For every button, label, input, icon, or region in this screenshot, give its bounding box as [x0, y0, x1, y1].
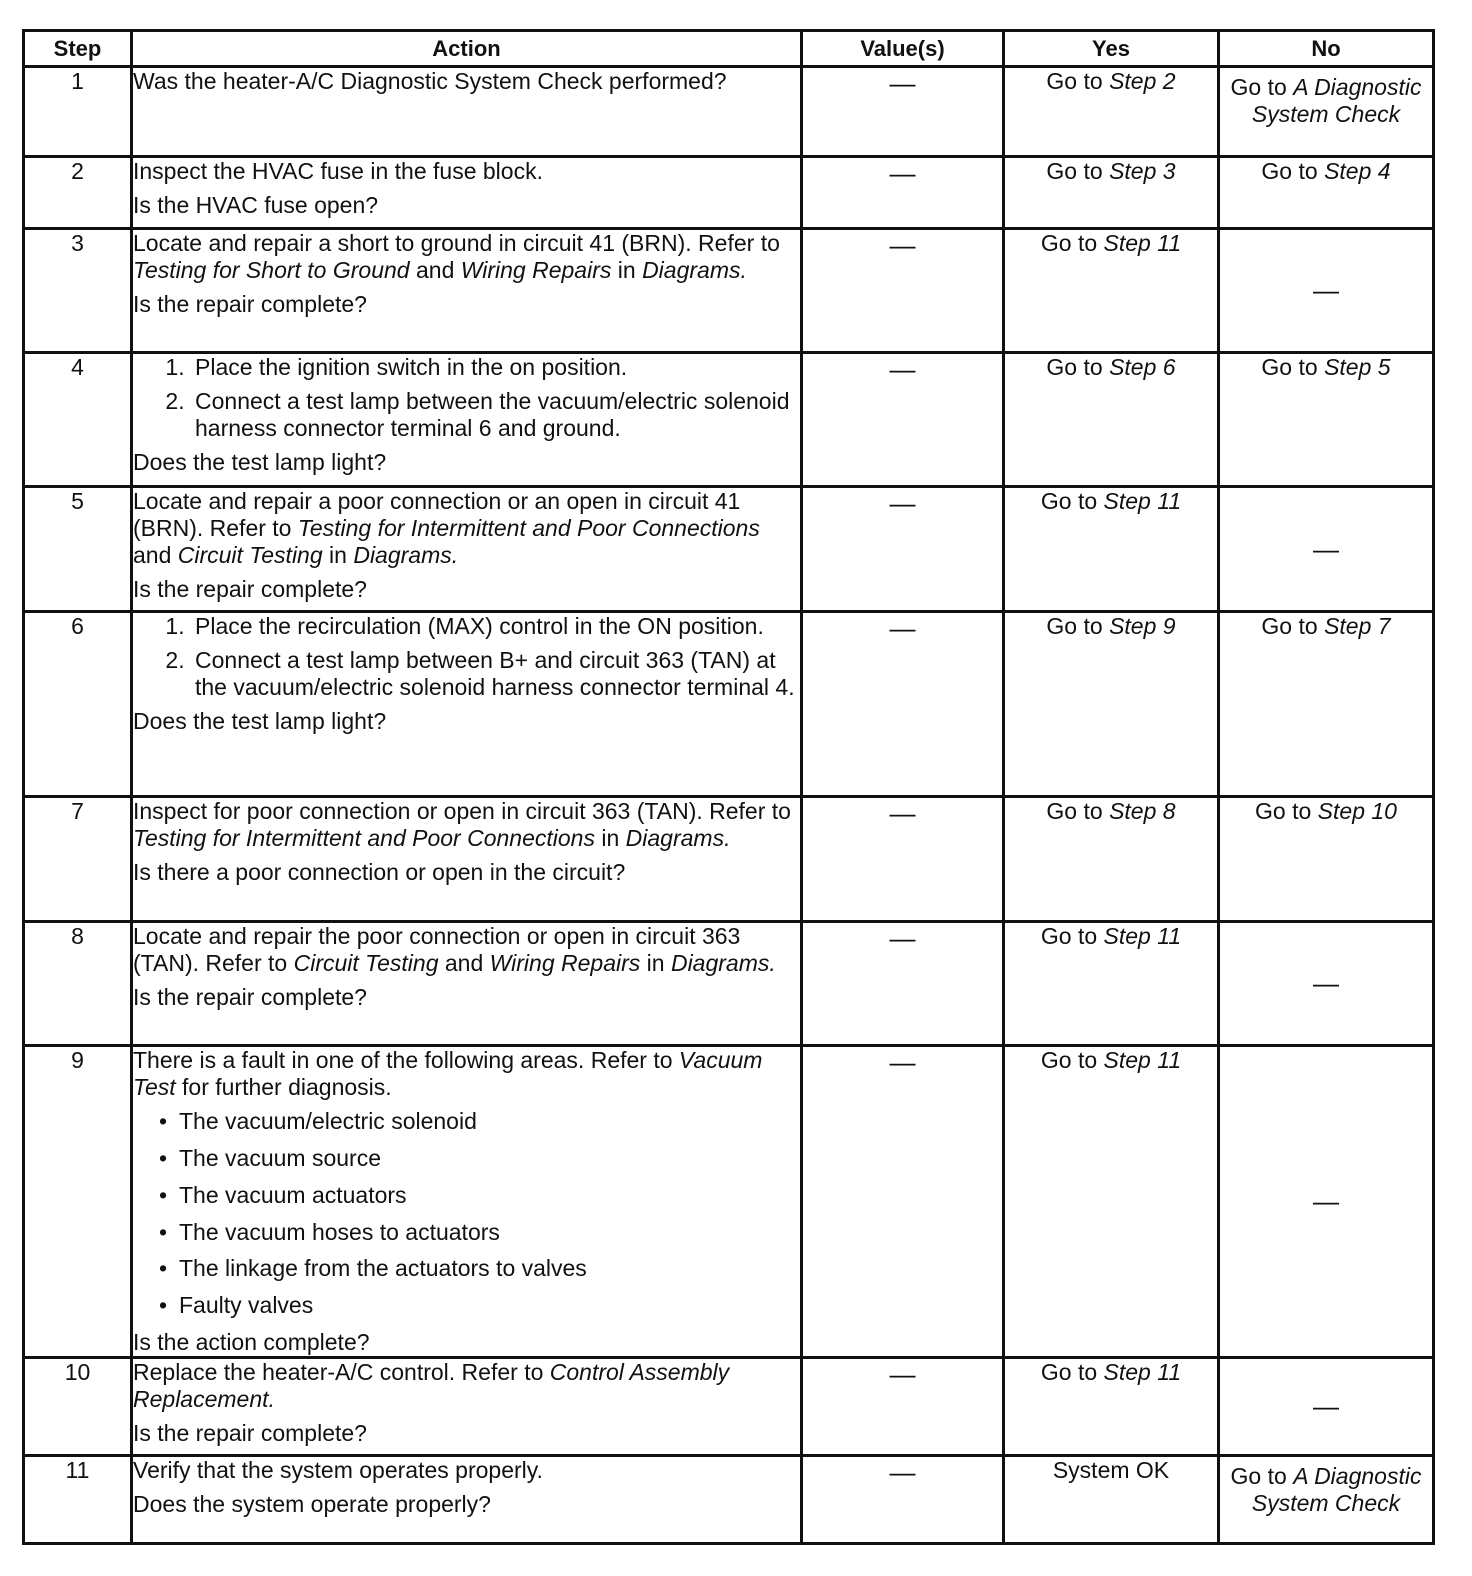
yes-step-link[interactable]: Step 3 — [1109, 158, 1176, 184]
reference-link[interactable]: Diagrams. — [670, 949, 776, 976]
step-number: 7 — [24, 797, 132, 922]
no-prefix: Go to — [1261, 158, 1318, 184]
list-item: • The vacuum/electric solenoid — [179, 1108, 800, 1135]
list-item: 1. Place the ignition switch in the on position. — [191, 354, 800, 381]
no-cell — [1219, 353, 1434, 487]
action-question: Does the test lamp light? — [133, 448, 387, 475]
no-cell — [1219, 157, 1434, 229]
action-question: Is the repair complete? — [133, 575, 367, 602]
action-question: Does the test lamp light? — [133, 707, 387, 734]
reference-link[interactable]: Diagrams. — [353, 541, 459, 568]
yes-step-link[interactable]: Step 6 — [1109, 354, 1176, 380]
numbered-list — [133, 613, 800, 701]
no-cell — [1219, 612, 1434, 797]
action-text: Inspect the HVAC fuse in the fuse block. — [133, 158, 543, 184]
action-question: Is the repair complete? — [133, 983, 367, 1010]
value-cell: — — [802, 797, 1004, 922]
action-question: Is the HVAC fuse open? — [133, 191, 379, 218]
action-text-part: There is a fault in one of the following areas. Refer to — [133, 1047, 673, 1073]
action-text-part: and — [444, 949, 484, 976]
no-cell: — — [1219, 922, 1434, 1046]
action-text-part: in — [601, 824, 620, 851]
reference-link[interactable]: Vacuum Test — [133, 1047, 763, 1100]
yes-step-link[interactable]: Step 11 — [1103, 230, 1182, 256]
list-item: • The vacuum actuators — [179, 1182, 800, 1209]
action-cell — [132, 353, 802, 487]
action-text — [133, 488, 800, 569]
no-step-link[interactable]: A Diagnostic System Check — [1251, 1463, 1422, 1517]
table-row — [24, 1046, 1434, 1358]
yes-prefix: Go to — [1040, 230, 1098, 256]
header-yes: Yes — [1004, 31, 1219, 67]
action-text — [133, 1047, 800, 1101]
list-item: • The vacuum source — [179, 1145, 800, 1172]
action-text-part: for further diagnosis. — [182, 1073, 392, 1100]
list-item: 1. Place the recirculation (MAX) control in the ON position. — [191, 613, 800, 640]
yes-prefix: Go to — [1046, 613, 1103, 639]
value-cell: — — [802, 1358, 1004, 1456]
action-text — [133, 798, 800, 852]
no-prefix: Go to — [1261, 613, 1318, 639]
action-cell — [132, 67, 802, 157]
step-number: 10 — [24, 1358, 132, 1456]
table-row — [24, 797, 1434, 922]
no-cell: — — [1219, 1046, 1434, 1358]
yes-prefix: Go to — [1046, 354, 1103, 380]
reference-link[interactable]: Testing for Intermittent and Poor Connections — [133, 824, 595, 851]
value-cell: — — [802, 1456, 1004, 1544]
action-text: Was the heater-A/C Diagnostic System Check performed? — [133, 68, 727, 94]
yes-cell — [1004, 922, 1219, 1046]
value-cell: — — [802, 922, 1004, 1046]
action-text — [133, 230, 800, 284]
no-step-link[interactable]: Step 4 — [1324, 158, 1391, 184]
action-cell — [132, 612, 802, 797]
step-number: 1 — [24, 67, 132, 157]
action-cell — [132, 487, 802, 612]
no-prefix: Go to — [1230, 1463, 1287, 1490]
reference-link[interactable]: Wiring Repairs — [489, 949, 641, 976]
step-number: 5 — [24, 487, 132, 612]
bullet-list — [133, 1108, 800, 1319]
reference-link[interactable]: Diagrams. — [625, 824, 731, 851]
value-cell: — — [802, 229, 1004, 353]
action-text-part: and — [133, 541, 172, 568]
action-cell — [132, 229, 802, 353]
yes-cell — [1004, 1358, 1219, 1456]
action-question: Is the action complete? — [133, 1329, 370, 1356]
header-no: No — [1219, 31, 1434, 67]
yes-cell — [1004, 353, 1219, 487]
no-prefix: Go to — [1255, 798, 1312, 824]
table-row — [24, 1456, 1434, 1544]
yes-cell — [1004, 797, 1219, 922]
list-item: 2. Connect a test lamp between B+ and circuit 363 (TAN) at the vacuum/electric solenoid harness connector terminal 4. — [191, 647, 800, 701]
no-step-link[interactable]: Step 5 — [1324, 354, 1391, 380]
action-text-part: Locate and repair a poor connection or an open in circuit 41 (BRN). Refer to — [133, 488, 741, 541]
yes-prefix: Go to — [1046, 798, 1103, 824]
no-step-link[interactable]: Step 7 — [1324, 613, 1391, 639]
action-text-part: in — [617, 256, 636, 283]
yes-step-link[interactable]: Step 9 — [1109, 613, 1176, 639]
no-cell: — — [1219, 229, 1434, 353]
action-text: Verify that the system operates properly. — [133, 1457, 543, 1484]
value-cell: — — [802, 1046, 1004, 1358]
action-question: Is the repair complete? — [133, 1419, 367, 1446]
reference-link[interactable]: Circuit Testing — [293, 949, 439, 976]
yes-step-link[interactable]: Step 11 — [1103, 1047, 1182, 1073]
step-number: 9 — [24, 1046, 132, 1358]
no-prefix: Go to — [1230, 74, 1287, 100]
no-step-link[interactable]: A Diagnostic System Check — [1251, 74, 1422, 127]
action-cell — [132, 157, 802, 229]
list-item: • The vacuum hoses to actuators — [179, 1219, 800, 1246]
yes-cell — [1004, 612, 1219, 797]
reference-link[interactable]: Wiring Repairs — [460, 256, 612, 283]
action-text-part: in — [646, 949, 665, 976]
yes-cell — [1004, 229, 1219, 353]
reference-link[interactable]: Diagrams. — [642, 256, 747, 283]
action-question: Is there a poor connection or open in the circuit? — [133, 858, 626, 885]
reference-link[interactable]: Testing for Short to Ground — [133, 256, 410, 283]
action-cell — [132, 1046, 802, 1358]
value-cell: — — [802, 157, 1004, 229]
yes-step-link[interactable]: Step 11 — [1103, 923, 1182, 949]
yes-cell: System OK — [1004, 1456, 1219, 1544]
value-cell: — — [802, 353, 1004, 487]
step-number: 3 — [24, 229, 132, 353]
action-question: Is the repair complete? — [133, 290, 367, 317]
table-row — [24, 1358, 1434, 1456]
yes-cell — [1004, 1046, 1219, 1358]
reference-link[interactable]: Circuit Testing — [177, 541, 323, 568]
action-text-part: Replace the heater-A/C control. Refer to — [133, 1359, 544, 1386]
table-row — [24, 67, 1434, 157]
yes-cell — [1004, 487, 1219, 612]
reference-link[interactable]: Control Assembly Replacement. — [133, 1359, 730, 1413]
header-action: Action — [132, 31, 802, 67]
action-text-part: Locate and repair the poor connection or open in circuit 363 (TAN). Refer to — [133, 923, 741, 976]
table-row — [24, 612, 1434, 797]
table-row — [24, 487, 1434, 612]
step-number: 11 — [24, 1456, 132, 1544]
reference-link[interactable]: Testing for Intermittent and Poor Connections — [297, 514, 760, 541]
no-cell: — — [1219, 487, 1434, 612]
yes-prefix: Go to — [1040, 1047, 1098, 1073]
step-number: 4 — [24, 353, 132, 487]
yes-prefix: Go to — [1040, 1359, 1098, 1386]
step-number: 8 — [24, 922, 132, 1046]
no-prefix: Go to — [1261, 354, 1318, 380]
table-row — [24, 353, 1434, 487]
table-row — [24, 157, 1434, 229]
no-cell — [1219, 67, 1434, 157]
value-cell: — — [802, 612, 1004, 797]
action-cell — [132, 922, 802, 1046]
action-cell — [132, 1456, 802, 1544]
action-text — [133, 923, 800, 977]
yes-cell — [1004, 157, 1219, 229]
table-row — [24, 922, 1434, 1046]
yes-step-link[interactable]: Step 11 — [1103, 1359, 1182, 1386]
value-cell: — — [802, 487, 1004, 612]
yes-cell — [1004, 67, 1219, 157]
yes-prefix: Go to — [1040, 488, 1098, 514]
table-row — [24, 229, 1434, 353]
yes-step-link[interactable]: Step 8 — [1109, 798, 1176, 824]
header-row — [24, 31, 1434, 67]
action-text — [133, 1359, 800, 1413]
action-text-part: Inspect for poor connection or open in circuit 363 (TAN). Refer to — [133, 798, 791, 824]
diagnostic-table — [22, 29, 1435, 1545]
list-item: • The linkage from the actuators to valves — [179, 1255, 800, 1282]
yes-prefix: Go to — [1040, 923, 1098, 949]
no-cell: — — [1219, 1358, 1434, 1456]
action-question: Does the system operate properly? — [133, 1491, 491, 1518]
no-cell — [1219, 797, 1434, 922]
action-text-part: in — [329, 541, 347, 568]
no-step-link[interactable]: Step 10 — [1317, 798, 1397, 824]
list-item: • Faulty valves — [179, 1292, 800, 1319]
yes-prefix: Go to — [1046, 68, 1103, 94]
yes-prefix: Go to — [1046, 158, 1103, 184]
numbered-list — [133, 354, 800, 442]
yes-step-link[interactable]: Step 2 — [1109, 68, 1176, 94]
value-cell: — — [802, 67, 1004, 157]
header-step: Step — [24, 31, 132, 67]
action-text-part: and — [415, 256, 455, 283]
yes-step-link[interactable]: Step 11 — [1103, 488, 1182, 514]
step-number: 6 — [24, 612, 132, 797]
step-number: 2 — [24, 157, 132, 229]
action-text-part: Locate and repair a short to ground in circuit 41 (BRN). Refer to — [133, 230, 780, 256]
action-cell — [132, 797, 802, 922]
header-values: Value(s) — [802, 31, 1004, 67]
no-cell — [1219, 1456, 1434, 1544]
list-item: 2. Connect a test lamp between the vacuum/electric solenoid harness connector terminal 6 and ground. — [191, 388, 800, 442]
action-cell — [132, 1358, 802, 1456]
